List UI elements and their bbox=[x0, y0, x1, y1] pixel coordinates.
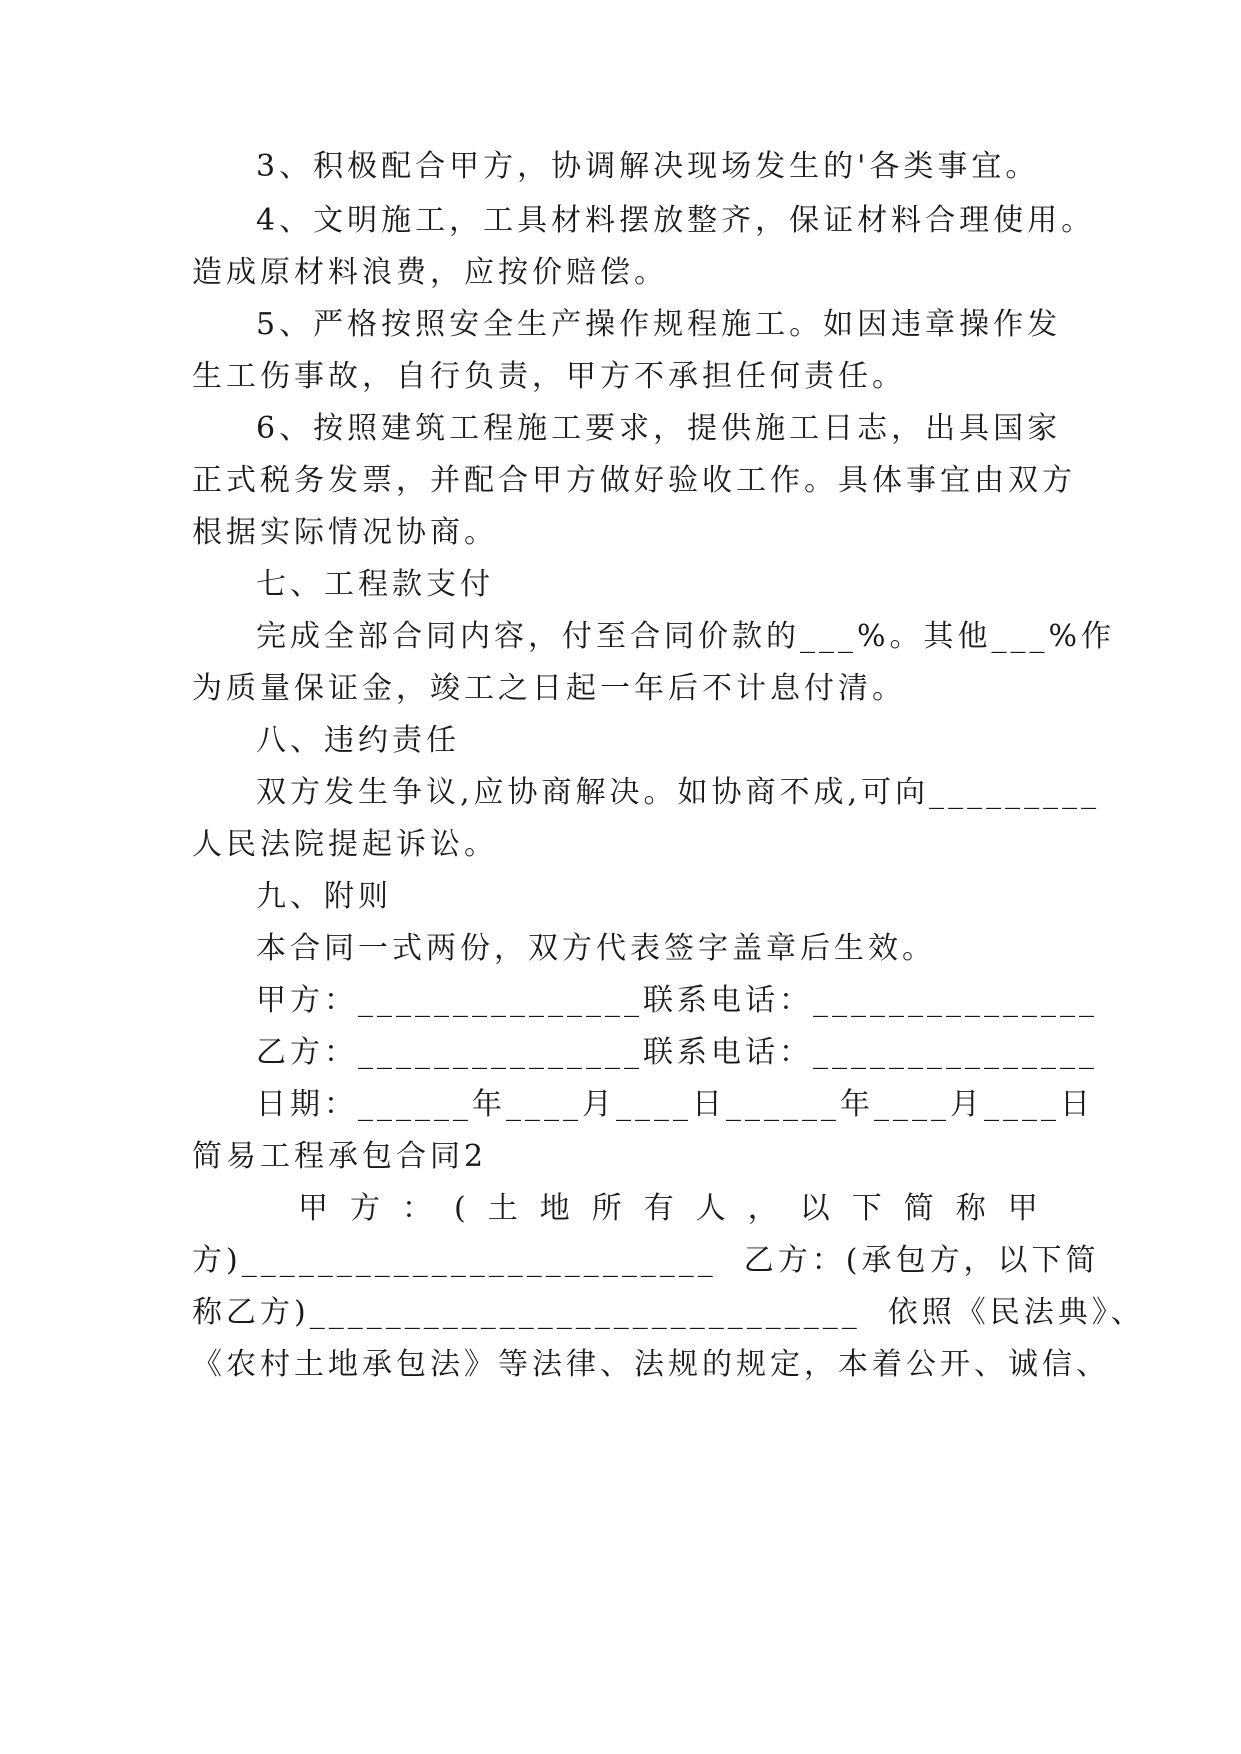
contract-2-basis: 称乙方)_____________________________ 依照《民法典》、 bbox=[192, 1295, 1145, 1330]
clause-4-continued: 造成原材料浪费，应按价赔偿。 bbox=[192, 255, 668, 290]
breach-text: 双方发生争议,应协商解决。如协商不成,可向_________ bbox=[256, 775, 1101, 810]
date-line: 日期：______年____月____日______年____月____日 bbox=[256, 1087, 1094, 1122]
clause-4: 4、文明施工，工具材料摆放整齐，保证材料合理使用。 bbox=[256, 203, 1096, 238]
appendix-text: 本合同一式两份，双方代表签字盖章后生效。 bbox=[256, 931, 936, 966]
clause-6-continued: 正式税务发票，并配合甲方做好验收工作。具体事宜由双方 bbox=[192, 463, 1076, 498]
clause-5: 5、严格按照安全生产操作规程施工。如因违章操作发 bbox=[256, 307, 1062, 342]
contract-2-party-a: 甲方：(土地所有人，以下简称甲 bbox=[298, 1191, 1060, 1226]
clause-5-continued: 生工伤事故，自行负责，甲方不承担任何责任。 bbox=[192, 359, 906, 394]
contract-2-party-b: 方)_________________________ 乙方：(承包方，以下简 bbox=[192, 1243, 1100, 1278]
section-heading-breach: 八、违约责任 bbox=[256, 723, 460, 758]
clause-6: 6、按照建筑工程施工要求，提供施工日志，出具国家 bbox=[256, 411, 1062, 446]
party-a-signature-line: 甲方：_______________联系电话：_______________ bbox=[256, 983, 1098, 1018]
clause-6-continued-2: 根据实际情况协商。 bbox=[192, 515, 498, 550]
clause-3: 3、积极配合甲方，协调解决现场发生的'各类事宜。 bbox=[256, 149, 1040, 184]
payment-text: 完成全部合同内容，付至合同价款的___%。其他___%作 bbox=[256, 619, 1116, 654]
breach-text-continued: 人民法院提起诉讼。 bbox=[192, 827, 498, 862]
section-heading-appendix: 九、附则 bbox=[256, 879, 392, 914]
party-b-signature-line: 乙方：_______________联系电话：_______________ bbox=[256, 1035, 1098, 1070]
contract-2-basis-continued: 《农村土地承包法》等法律、法规的规定，本着公开、诚信、 bbox=[192, 1347, 1110, 1382]
payment-text-continued: 为质量保证金，竣工之日起一年后不计息付清。 bbox=[192, 671, 906, 706]
section-heading-payment: 七、工程款支付 bbox=[256, 567, 494, 602]
contract-2-title: 简易工程承包合同2 bbox=[192, 1139, 488, 1174]
